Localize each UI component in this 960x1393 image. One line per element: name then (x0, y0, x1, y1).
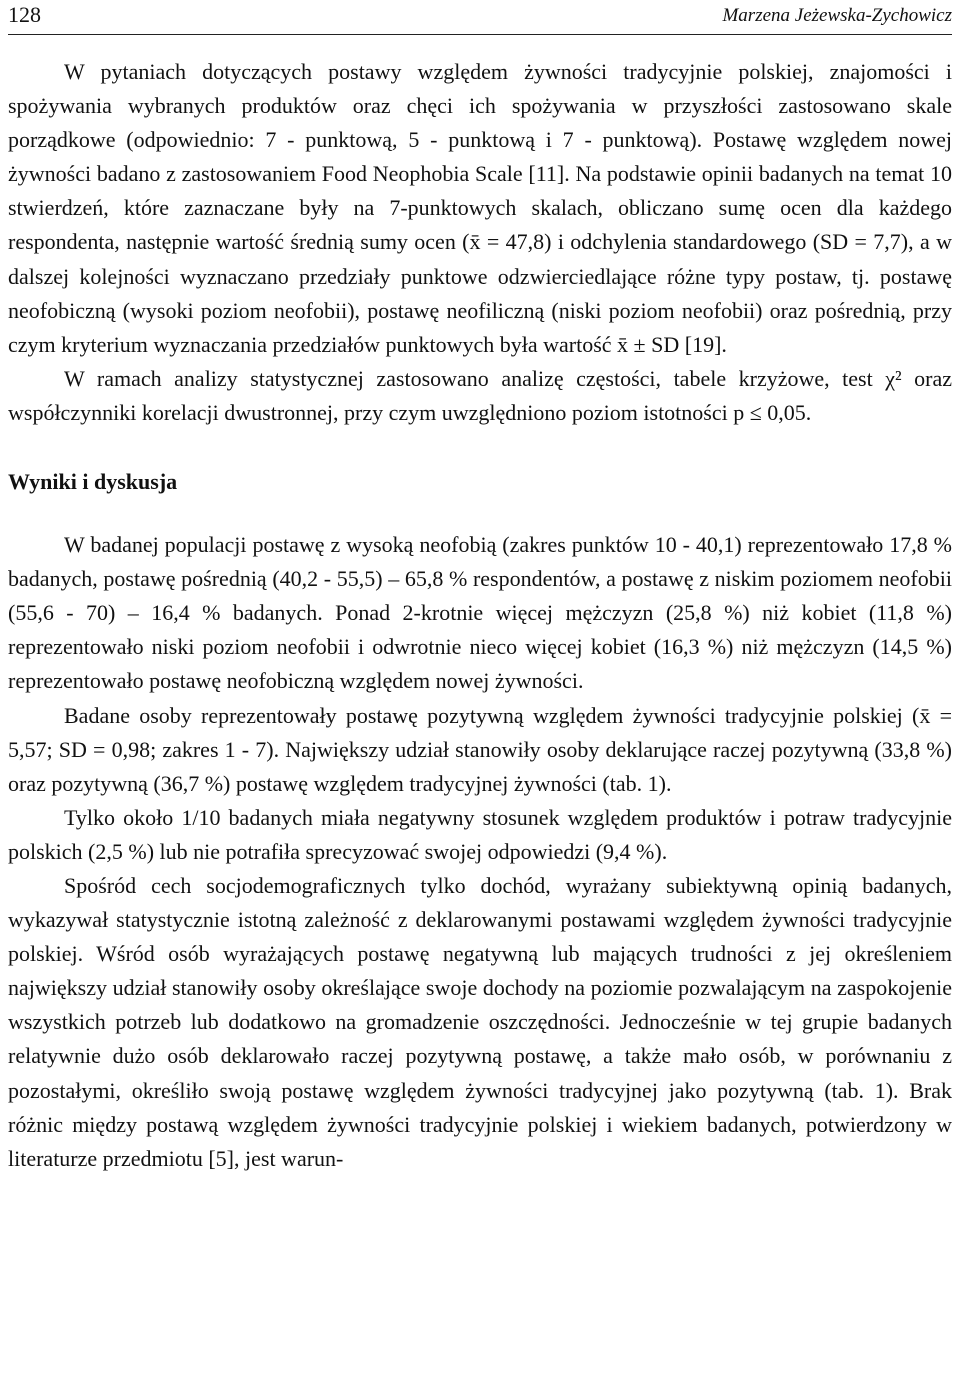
results-paragraph-3: Tylko około 1/10 badanych miała negatywny stosunek względem produktów i potraw tradycyjnie polskich (2,5 %) lub nie potrafiła sprecyzować swojej odpowiedzi (9,4 %). (8, 804, 952, 864)
section-heading-results: Wyniki i dyskusja (8, 469, 178, 495)
page-header (8, 0, 952, 35)
methods-paragraph-1: W pytaniach dotyczących postawy względem żywności tradycyjnie polskiej, znajomości i spożywania wybranych produktów oraz chęci ich spożywania w przyszłości zastosowano skale porządkowe (odpowiednio: 7 - punktową, 5 - punktową i 7 - punktową). Postawę względem nowej żywności badano z zastosowaniem Food Neophobia Scale [11]. Na podstawie opinii badanych na temat 10 stwierdzeń, które zaznaczane były na 7-punktowych skalach, obliczano sumę ocen dla każdego respondenta, następnie wartość średnią sumy ocen (x̄ = 47,8) i odchylenia standardowego (SD = 7,7), a w dalszej kolejności wyznaczano przedziały punktowe odzwierciedlające różne typy postaw, tj. postawę neofobiczną (wysoki poziom neofobii), postawę neofiliczną (niski poziom neofobii) oraz pośrednią, przy czym kryterium wyznaczania przedziałów punktowych była wartość x̄ ± SD [19]. (8, 59, 952, 357)
page-number: 128 (8, 2, 41, 27)
methods-paragraph-2: W ramach analizy statystycznej zastosowano analizę częstości, tabele krzyżowe, test χ² oraz współczynniki korelacji dwustronnej, przy czym uwzględniono poziom istotności p ≤ 0,05. (8, 365, 952, 425)
running-head-author: Marzena Jeżewska-Zychowicz (722, 5, 952, 26)
article-body (8, 55, 952, 1176)
results-paragraph-4: Spośród cech socjodemograficznych tylko dochód, wyrażany subiektywną opinią badanych, wykazywał statystycznie istotną zależność z deklarowanymi postawami względem żywności tradycyjnie polskiej. Wśród osób wyrażających postawę negatywną lub mających trudności z jej określeniem największy udział stanowiły osoby określające swoje dochody na poziomie pozwalającym na zaspokojenie wszystkich potrzeb lub dodatkowo na gromadzenie oszczędności. Jednocześnie w tej grupie badanych relatywnie dużo osób deklarowało raczej pozytywną postawę, a także mało osób, w porównaniu z pozostałymi, określiło swoją postawę względem żywności tradycyjnej jako pozytywną (tab. 1). Brak różnic między postawą względem żywności tradycyjnie polskiej i wiekiem badanych, potwierdzony w literaturze przedmiotu [5], jest warun- (8, 872, 952, 1171)
results-paragraph-1: W badanej populacji postawę z wysoką neofobią (zakres punktów 10 - 40,1) reprezentowało 17,8 % badanych, postawę pośrednią (40,2 - 55,5) – 65,8 % respondentów, a postawę z niskim poziomem neofobii (55,6 - 70) – 16,4 % badanych. Ponad 2-krotnie więcej mężczyzn (25,8 %) niż kobiet (11,8 %) reprezentowało niski poziom neofobii i odwrotnie nieco więcej kobiet (16,3 %) niż mężczyzn (14,5 %) reprezentowało postawę neofobiczną względem nowej żywności. (8, 532, 952, 694)
results-paragraph-2: Badane osoby reprezentowały postawę pozytywną względem żywności tradycyjnie polskiej (x̄ = 5,57; SD = 0,98; zakres 1 - 7). Największy udział stanowiły osoby deklarujące raczej pozytywną (33,8 %) oraz pozytywną (36,7 %) postawę względem tradycyjnej żywności (tab. 1). (8, 702, 952, 796)
